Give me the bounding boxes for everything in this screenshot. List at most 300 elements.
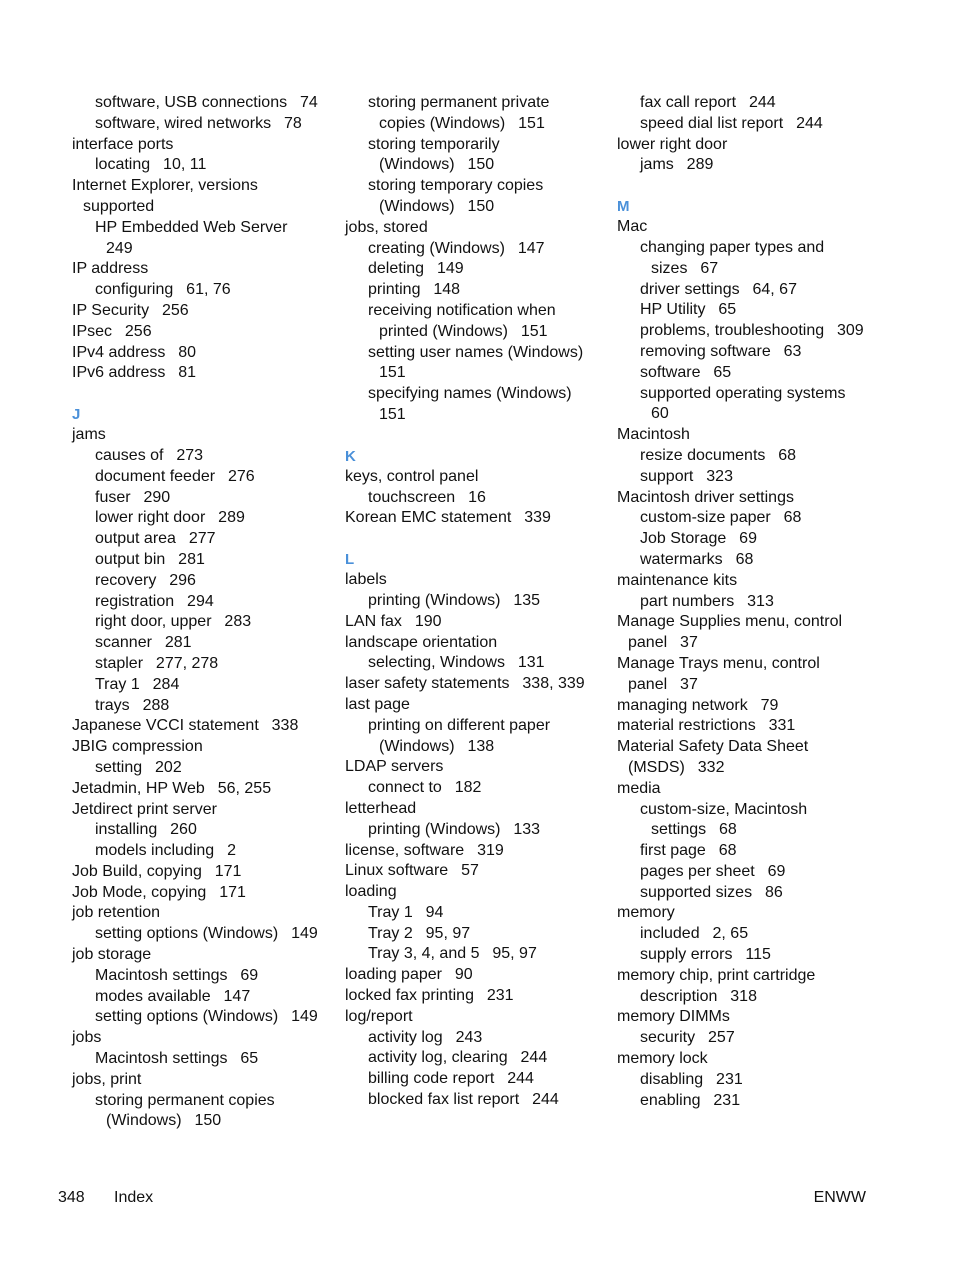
- entry-page-ref: 151: [518, 114, 545, 132]
- entry-term: disabling: [640, 1070, 704, 1088]
- entry-term: recovery: [95, 571, 157, 589]
- entry-page-ref: 288: [142, 696, 170, 714]
- entry-page-ref: 147: [517, 239, 545, 257]
- index-subentry: [617, 446, 887, 467]
- entry-term: configuring: [95, 281, 174, 299]
- entry-page-ref: 60: [651, 405, 669, 423]
- index-subentry: [345, 93, 600, 114]
- entry-term: panel: [628, 634, 668, 652]
- index-subentry: [617, 363, 887, 384]
- entry-page-ref: 151: [379, 364, 406, 382]
- index-entry: [345, 218, 600, 239]
- entry-term: loading paper: [345, 966, 442, 984]
- entry-page-ref: 63: [783, 342, 802, 360]
- index-entry: [72, 176, 332, 197]
- index-entry: [617, 654, 887, 675]
- entry-page-ref: 150: [467, 197, 495, 215]
- entry-page-ref: 256: [124, 322, 152, 340]
- entry-page-ref: 138: [467, 737, 495, 755]
- entry-term: (Windows): [379, 197, 455, 215]
- entry-page-ref: 182: [454, 779, 482, 797]
- entry-page-ref: 244: [520, 1049, 548, 1067]
- index-entry: [617, 571, 887, 592]
- entry-term: memory chip, print cartridge: [617, 966, 816, 984]
- index-entry: [617, 425, 887, 446]
- index-subentry: [345, 1090, 600, 1111]
- entry-page-ref: 171: [219, 883, 246, 901]
- entry-page-ref: 283: [224, 613, 252, 631]
- index-entry: [345, 508, 600, 529]
- entry-term: (Windows): [379, 156, 455, 174]
- index-subentry: [345, 259, 600, 280]
- index-subentry: [72, 93, 332, 114]
- index-subentry: [617, 155, 887, 176]
- entry-term: supply errors: [640, 946, 733, 964]
- entry-term: registration: [95, 592, 175, 610]
- entry-term: landscape orientation: [345, 633, 498, 651]
- entry-page-ref: 313: [747, 592, 774, 610]
- index-entry: [72, 779, 332, 800]
- index-subentry: [345, 488, 600, 509]
- index-subentry: [72, 467, 332, 488]
- entry-term: removing software: [640, 342, 771, 360]
- entry-page-ref: 281: [164, 634, 192, 652]
- index-entry: [617, 1049, 887, 1070]
- entry-page-ref: 68: [719, 821, 737, 839]
- index-subentry: [617, 633, 887, 654]
- index-entry: [72, 716, 332, 737]
- entry-term: Manage Supplies menu, control: [617, 613, 843, 631]
- entry-page-ref: 277: [188, 530, 216, 548]
- index-subentry: [617, 467, 887, 488]
- index-subentry: [345, 737, 600, 758]
- index-subentry: [72, 571, 332, 592]
- index-entry: [345, 882, 600, 903]
- entry-term: IP address: [72, 260, 149, 278]
- index-subentry: [617, 259, 887, 280]
- index-subentry: [617, 862, 887, 883]
- entry-page-ref: 68: [783, 509, 802, 527]
- index-subentry: [72, 633, 332, 654]
- entry-page-ref: 149: [436, 260, 464, 278]
- entry-term: loading: [345, 883, 397, 901]
- entry-page-ref: 338: [271, 717, 299, 735]
- entry-term: problems, troubleshooting: [640, 322, 825, 340]
- entry-term: pages per sheet: [640, 862, 755, 880]
- index-subentry: [72, 197, 332, 218]
- index-entry: [72, 800, 332, 821]
- section-letter-heading: M: [617, 198, 630, 216]
- index-column-1: [72, 93, 332, 1132]
- entry-term: software: [640, 363, 701, 381]
- entry-page-ref: 290: [143, 488, 171, 506]
- entry-page-ref: 190: [414, 612, 442, 630]
- index-subentry: [345, 1048, 600, 1069]
- entry-term: license, software: [345, 841, 465, 859]
- index-subentry: [72, 696, 332, 717]
- entry-page-ref: 68: [735, 550, 754, 568]
- entry-term: HP Utility: [640, 301, 706, 319]
- entry-term: installing: [95, 821, 158, 839]
- entry-page-ref: 56, 255: [217, 779, 272, 797]
- index-subentry: [617, 924, 887, 945]
- entry-term: stapler: [95, 654, 144, 672]
- index-subentry: [617, 508, 887, 529]
- index-entry: [72, 301, 332, 322]
- entry-term: (Windows): [379, 737, 455, 755]
- entry-term: JBIG compression: [72, 738, 203, 756]
- index-subentry: [345, 280, 600, 301]
- index-subentry: [72, 1091, 332, 1112]
- page-number: 348: [58, 1189, 85, 1206]
- entry-term: Tray 2: [368, 924, 413, 942]
- entry-page-ref: 68: [718, 842, 737, 860]
- entry-page-ref: 131: [517, 654, 545, 672]
- entry-page-ref: 64, 67: [752, 280, 797, 298]
- entry-page-ref: 289: [218, 509, 245, 527]
- index-subentry: [617, 300, 887, 321]
- entry-term: laser safety statements: [345, 675, 510, 693]
- entry-page-ref: 256: [161, 301, 189, 319]
- entry-term: custom-size paper: [640, 509, 771, 527]
- section-letter-heading: K: [345, 447, 356, 465]
- document-code: ENWW: [813, 1189, 866, 1206]
- index-subentry: [72, 1049, 332, 1070]
- entry-page-ref: 69: [739, 530, 757, 548]
- index-entry: [345, 799, 600, 820]
- entry-page-ref: 2, 65: [712, 925, 749, 943]
- index-entry: [617, 779, 887, 800]
- index-entry: [345, 1007, 600, 1028]
- entry-term: (Windows): [106, 1112, 182, 1130]
- index-subentry: [617, 384, 887, 405]
- entry-term: keys, control panel: [345, 467, 479, 485]
- entry-page-ref: 151: [379, 405, 406, 423]
- index-entry: [345, 841, 600, 862]
- entry-term: output bin: [95, 550, 166, 568]
- index-subentry: [617, 800, 887, 821]
- entry-term: jams: [640, 156, 674, 174]
- entry-term: LDAP servers: [345, 758, 444, 776]
- entry-term: last page: [345, 695, 410, 713]
- entry-page-ref: 202: [155, 758, 182, 776]
- entry-term: software, USB connections: [95, 94, 288, 111]
- entry-term: setting options (Windows): [95, 925, 279, 943]
- index-entry: [72, 862, 332, 883]
- index-subentry: [617, 93, 887, 114]
- entry-page-ref: 95, 97: [492, 945, 537, 963]
- index-entry: [345, 467, 600, 488]
- index-subentry: [345, 114, 600, 135]
- entry-term: description: [640, 987, 718, 1005]
- index-entry: [617, 903, 887, 924]
- entry-term: memory lock: [617, 1050, 708, 1068]
- entry-page-ref: 171: [214, 862, 242, 880]
- index-subentry: [617, 342, 887, 363]
- index-subentry: [617, 675, 887, 696]
- entry-term: receiving notification when: [368, 301, 556, 319]
- index-subentry: [617, 238, 887, 259]
- entry-term: Job Build, copying: [72, 862, 202, 880]
- index-entry: [345, 986, 600, 1007]
- entry-term: activity log, clearing: [368, 1049, 508, 1067]
- entry-term: sizes: [651, 259, 688, 277]
- entry-page-ref: 149: [291, 925, 318, 943]
- index-subentry: [72, 114, 332, 135]
- entry-term: panel: [628, 675, 668, 693]
- entry-page-ref: 65: [713, 363, 732, 381]
- entry-page-ref: 78: [283, 114, 302, 132]
- entry-term: storing permanent copies: [95, 1091, 275, 1109]
- index-entry: [345, 674, 600, 695]
- index-subentry: [617, 114, 887, 135]
- entry-page-ref: 65: [240, 1050, 259, 1068]
- index-subentry: [617, 592, 887, 613]
- index-entry: [72, 343, 332, 364]
- entry-term: causes of: [95, 446, 164, 464]
- entry-term: storing permanent private: [368, 94, 550, 111]
- index-entry: [345, 757, 600, 778]
- entry-term: specifying names (Windows): [368, 385, 572, 403]
- entry-page-ref: 95, 97: [425, 924, 471, 942]
- entry-term: setting: [95, 758, 143, 776]
- index-entry: [617, 696, 887, 717]
- index-subentry: [617, 529, 887, 550]
- index-subentry: [345, 135, 600, 156]
- index-subentry: [345, 716, 600, 737]
- entry-page-ref: 147: [223, 987, 251, 1005]
- entry-page-ref: 281: [178, 550, 205, 568]
- entry-term: (MSDS): [628, 758, 685, 776]
- entry-page-ref: 273: [176, 446, 204, 464]
- index-subentry: [345, 301, 600, 322]
- entry-term: lower right door: [95, 509, 206, 527]
- index-entry: [617, 217, 887, 238]
- entry-term: activity log: [368, 1028, 443, 1046]
- section-letter-heading: L: [345, 551, 355, 569]
- entry-term: Tray 1: [368, 903, 413, 921]
- entry-page-ref: 37: [680, 634, 698, 652]
- index-subentry: [617, 841, 887, 862]
- entry-term: supported: [83, 197, 155, 215]
- entry-term: lower right door: [617, 135, 728, 153]
- entry-page-ref: 150: [467, 156, 495, 174]
- entry-term: models including: [95, 842, 215, 860]
- index-subentry: [345, 820, 600, 841]
- entry-term: output area: [95, 530, 176, 548]
- entry-term: part numbers: [640, 592, 735, 610]
- entry-term: watermarks: [640, 550, 723, 568]
- entry-page-ref: 16: [468, 488, 486, 506]
- entry-page-ref: 294: [187, 592, 214, 610]
- entry-term: enabling: [640, 1091, 701, 1109]
- entry-page-ref: 244: [748, 94, 776, 111]
- entry-term: media: [617, 779, 661, 797]
- index-entry: [617, 488, 887, 509]
- index-entry: [345, 633, 600, 654]
- entry-term: setting options (Windows): [95, 1008, 279, 1026]
- entry-term: IPv6 address: [72, 364, 166, 382]
- entry-page-ref: 257: [708, 1029, 735, 1047]
- index-subentry: [72, 612, 332, 633]
- entry-term: Jetadmin, HP Web: [72, 779, 205, 797]
- entry-term: supported sizes: [640, 883, 753, 901]
- entry-term: material restrictions: [617, 717, 756, 735]
- entry-page-ref: 148: [433, 281, 461, 299]
- entry-term: labels: [345, 571, 387, 589]
- entry-term: interface ports: [72, 135, 174, 153]
- entry-term: job retention: [72, 904, 161, 922]
- index-subentry: [345, 924, 600, 945]
- entry-term: Job Mode, copying: [72, 883, 207, 901]
- entry-page-ref: 10, 11: [163, 156, 207, 174]
- entry-term: blocked fax list report: [368, 1091, 520, 1109]
- entry-term: Japanese VCCI statement: [72, 717, 259, 735]
- index-subentry: [617, 550, 887, 571]
- entry-term: selecting, Windows: [368, 654, 505, 672]
- entry-term: Macintosh: [617, 426, 690, 444]
- entry-term: fax call report: [640, 94, 737, 111]
- entry-term: Job Storage: [640, 530, 727, 548]
- index-subentry: [617, 758, 887, 779]
- index-entry: [72, 1070, 332, 1091]
- entry-page-ref: 81: [178, 364, 197, 382]
- index-subentry: [345, 363, 600, 384]
- entry-term: support: [640, 467, 694, 485]
- entry-term: jobs, stored: [345, 218, 428, 236]
- entry-page-ref: 309: [837, 322, 864, 340]
- index-subentry: [617, 945, 887, 966]
- entry-page-ref: 249: [106, 239, 133, 257]
- entry-term: letterhead: [345, 799, 417, 817]
- entry-term: printed (Windows): [379, 322, 508, 340]
- index-column-3: [617, 93, 887, 1111]
- entry-term: Tray 3, 4, and 5: [368, 945, 480, 963]
- entry-term: touchscreen: [368, 488, 456, 506]
- entry-page-ref: 149: [291, 1008, 318, 1026]
- entry-term: memory: [617, 904, 675, 922]
- entry-term: Jetdirect print server: [72, 800, 217, 818]
- index-subentry: [345, 778, 600, 799]
- index-subentry: [345, 405, 600, 426]
- index-subentry: [72, 1007, 332, 1028]
- entry-term: billing code report: [368, 1070, 495, 1088]
- entry-page-ref: 2: [227, 842, 236, 860]
- entry-term: maintenance kits: [617, 571, 738, 589]
- entry-term: printing (Windows): [368, 591, 501, 609]
- entry-page-ref: 244: [507, 1070, 534, 1088]
- entry-page-ref: 150: [194, 1112, 222, 1130]
- entry-term: printing: [368, 281, 421, 299]
- entry-page-ref: 243: [455, 1028, 483, 1046]
- section-letter-heading: J: [72, 406, 81, 424]
- entry-term: managing network: [617, 696, 748, 714]
- entry-page-ref: 90: [454, 966, 473, 984]
- entry-page-ref: 80: [178, 343, 197, 361]
- index-entry: [72, 425, 332, 446]
- entry-term: jobs: [72, 1029, 102, 1047]
- index-subentry: [617, 987, 887, 1008]
- index-subentry: [345, 343, 600, 364]
- index-subentry: [72, 239, 332, 260]
- entry-term: job storage: [72, 946, 152, 964]
- entry-page-ref: 61, 76: [186, 281, 231, 299]
- index-entry: [345, 570, 600, 591]
- index-entry: [617, 612, 887, 633]
- entry-term: jobs, print: [72, 1070, 142, 1088]
- index-subentry: [72, 654, 332, 675]
- index-subentry: [345, 1028, 600, 1049]
- entry-page-ref: 231: [716, 1070, 743, 1088]
- index-entry: [617, 1007, 887, 1028]
- entry-term: deleting: [368, 260, 425, 278]
- entry-term: copies (Windows): [379, 114, 506, 132]
- entry-term: LAN fax: [345, 612, 402, 630]
- index-subentry: [617, 820, 887, 841]
- index-subentry: [72, 758, 332, 779]
- index-subentry: [345, 944, 600, 965]
- entry-term: storing temporarily: [368, 135, 500, 153]
- entry-term: IPv4 address: [72, 343, 166, 361]
- index-subentry: [345, 653, 600, 674]
- index-entry: [345, 965, 600, 986]
- index-subentry: [72, 280, 332, 301]
- entry-term: scanner: [95, 634, 152, 652]
- entry-page-ref: 65: [718, 301, 737, 319]
- entry-term: supported operating systems: [640, 384, 846, 402]
- index-subentry: [72, 924, 332, 945]
- entry-term: first page: [640, 842, 706, 860]
- entry-page-ref: 331: [768, 717, 796, 735]
- index-subentry: [72, 508, 332, 529]
- entry-page-ref: 151: [520, 322, 548, 340]
- entry-page-ref: 57: [461, 862, 479, 880]
- index-subentry: [72, 550, 332, 571]
- entry-term: printing (Windows): [368, 820, 501, 838]
- index-subentry: [72, 529, 332, 550]
- entry-page-ref: 74: [299, 94, 318, 111]
- index-entry: [617, 737, 887, 758]
- index-subentry: [617, 280, 887, 301]
- entry-page-ref: 135: [513, 591, 541, 609]
- index-subentry: [72, 987, 332, 1008]
- entry-page-ref: 133: [513, 820, 541, 838]
- index-entry: [72, 903, 332, 924]
- index-entry: [72, 135, 332, 156]
- entry-page-ref: 231: [486, 987, 514, 1005]
- entry-page-ref: 115: [745, 946, 771, 964]
- entry-term: security: [640, 1029, 696, 1047]
- entry-term: jams: [72, 426, 106, 444]
- entry-term: Tray 1: [95, 675, 140, 693]
- entry-page-ref: 260: [170, 821, 197, 839]
- index-column-2: [345, 93, 600, 1111]
- index-entry: [72, 322, 332, 343]
- entry-term: Manage Trays menu, control: [617, 654, 820, 672]
- index-subentry: [345, 903, 600, 924]
- index-subentry: [345, 155, 600, 176]
- entry-term: IP Security: [72, 301, 150, 319]
- index-entry: [72, 363, 332, 384]
- index-subentry: [72, 488, 332, 509]
- index-subentry: [72, 675, 332, 696]
- index-subentry: [345, 176, 600, 197]
- entry-term: connect to: [368, 779, 442, 797]
- entry-page-ref: 244: [532, 1091, 559, 1109]
- section-name: Index: [114, 1189, 154, 1206]
- index-subentry: [72, 966, 332, 987]
- entry-page-ref: 244: [796, 114, 823, 132]
